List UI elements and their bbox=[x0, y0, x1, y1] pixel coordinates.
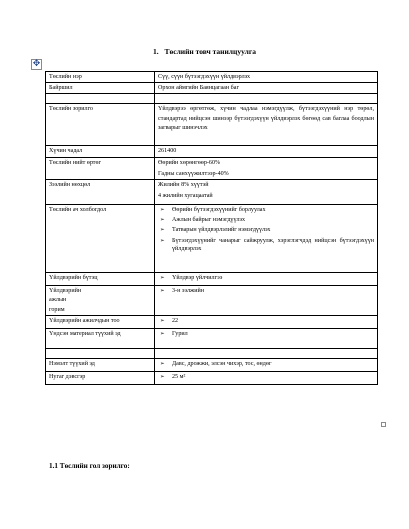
table-row bbox=[46, 359, 378, 372]
row-label: Үйлдвэрийн ажилчдын тоо bbox=[49, 317, 120, 324]
table-row bbox=[46, 180, 378, 205]
row-value-line: Жилийн 8% хүүтэй bbox=[158, 182, 209, 189]
row-value-cell bbox=[155, 329, 378, 349]
row-label-cell bbox=[46, 286, 155, 316]
bullet-item: ➢ Давс, дрожжи, элсэн чихэр, тос, өндөг bbox=[158, 360, 374, 368]
row-label-cell bbox=[46, 315, 155, 328]
bullet-item: ➢ Ажлын байрыг нэмэгдүүлэх bbox=[158, 216, 374, 224]
table-row bbox=[46, 94, 378, 104]
row-label-cell bbox=[46, 329, 155, 349]
row-label: Төслийн зорилго bbox=[49, 106, 93, 113]
row-label-cell bbox=[46, 83, 155, 94]
row-value-cell bbox=[155, 146, 378, 157]
row-label: Төслийн нийт өртөг bbox=[49, 159, 102, 166]
row-value-cell bbox=[155, 104, 378, 146]
bullet-item: ➢ Бүтээгдэхүүнийг чанарыг сайжруулж, хэрэглэгчдэд нийцсэн бүтээгдэхүүн үйлдвэрлэх bbox=[158, 237, 374, 253]
section-heading: Төслийн товч танилцуулга bbox=[164, 47, 257, 56]
bullet-item: ➢ Өөрийн бүтээгдэхүүнийг борлуулах bbox=[158, 206, 374, 214]
bullet-item: ➢ Татварын үйлдвэрлэлийг нэмэгдүүлэх bbox=[158, 226, 374, 234]
table-row bbox=[46, 315, 378, 328]
row-label-cell bbox=[46, 157, 155, 179]
section-title bbox=[0, 47, 409, 56]
row-label-cell bbox=[46, 104, 155, 146]
bullet-item: ➢ Үйлдвэр үйлчилгээ bbox=[158, 274, 374, 282]
row-label-line: ажлын bbox=[49, 297, 67, 304]
row-label: Байршил bbox=[49, 85, 73, 92]
row-label: Төслийн нэр bbox=[49, 74, 82, 80]
table-row bbox=[46, 349, 378, 359]
row-label-cell bbox=[46, 349, 155, 359]
row-value-cell bbox=[155, 157, 378, 179]
table-move-handle-icon[interactable]: ✥ bbox=[32, 59, 41, 69]
table-row bbox=[46, 205, 378, 273]
row-value-paragraph: Үйлдвэрээ өргөтгөж, хүчин чадлаа нэмэгдүүлж, бүтээгдэхүүний нэр төрөл, стандартад нийцсэн шинээр бүтээгдэхүүн үйлдвэрлэх бөгөөд сав баглаа боодлын загварыг шинэчлэх bbox=[158, 106, 374, 131]
bullet-item: ➢ Гурил bbox=[158, 330, 374, 338]
row-value-cell bbox=[155, 372, 378, 385]
row-label: Нугаг дэвсгэр bbox=[49, 374, 86, 381]
row-label: Үйлдвэрийн бүтэц bbox=[49, 275, 98, 282]
row-value-cell bbox=[155, 72, 378, 83]
row-label: Үндсэн материал түүхий эд bbox=[49, 331, 121, 338]
row-label-cell bbox=[46, 94, 155, 104]
row-label-cell bbox=[46, 205, 155, 273]
row-label-cell bbox=[46, 372, 155, 385]
bullet-item: ➢ 22 bbox=[158, 317, 374, 325]
row-value-cell bbox=[155, 94, 378, 104]
row-label-line: горим bbox=[49, 306, 65, 313]
row-value-cell bbox=[155, 315, 378, 328]
row-label-line: Үйлдвэрийн bbox=[49, 288, 82, 295]
table-row bbox=[46, 146, 378, 157]
row-value-cell bbox=[155, 180, 378, 205]
table-resize-handle[interactable] bbox=[381, 422, 386, 427]
table-row bbox=[46, 372, 378, 385]
table-row bbox=[46, 286, 378, 316]
section-number: 1. bbox=[152, 47, 159, 56]
project-info-table bbox=[45, 71, 378, 385]
bullet-item: ➢ 25 м² bbox=[158, 373, 374, 381]
row-value-line: Гадны санхүүжилтээр-40% bbox=[158, 170, 229, 177]
row-label-cell bbox=[46, 180, 155, 205]
row-label: Хүчин чадал bbox=[49, 148, 83, 155]
subsection-heading: 1.1 Төслийн гол зорилго: bbox=[49, 462, 130, 470]
row-label: Зээлийн нөхцөл bbox=[49, 182, 91, 189]
table-row bbox=[46, 273, 378, 286]
row-value-line: Орхон аймгийн Баянцагаан баг bbox=[158, 85, 239, 92]
row-label-cell bbox=[46, 146, 155, 157]
row-value-line: Сүү, сүүн бүтээгдэхүүн үйлдвэрлэх bbox=[158, 74, 251, 80]
row-label-cell bbox=[46, 273, 155, 286]
row-value-cell bbox=[155, 349, 378, 359]
row-value-cell bbox=[155, 205, 378, 273]
table-row bbox=[46, 104, 378, 146]
table-row bbox=[46, 329, 378, 349]
row-label: Төслийн ач холбогдол bbox=[49, 207, 107, 214]
row-value-line: 4 жилийн хугацаатай bbox=[158, 193, 213, 200]
row-value-cell bbox=[155, 273, 378, 286]
table-row bbox=[46, 83, 378, 94]
row-value-cell bbox=[155, 83, 378, 94]
table-row bbox=[46, 72, 378, 83]
row-label-cell bbox=[46, 72, 155, 83]
row-value-line: Өөрийн хөрөнгөөр-60% bbox=[158, 159, 221, 166]
table-row bbox=[46, 157, 378, 179]
row-label-cell bbox=[46, 359, 155, 372]
row-value-line: 261400 bbox=[158, 148, 177, 155]
row-value-cell bbox=[155, 286, 378, 316]
row-value-cell bbox=[155, 359, 378, 372]
bullet-item: ➢ 3-н ээлжийн bbox=[158, 287, 374, 295]
row-label: Нэмэлт түүхий эд bbox=[49, 361, 95, 368]
